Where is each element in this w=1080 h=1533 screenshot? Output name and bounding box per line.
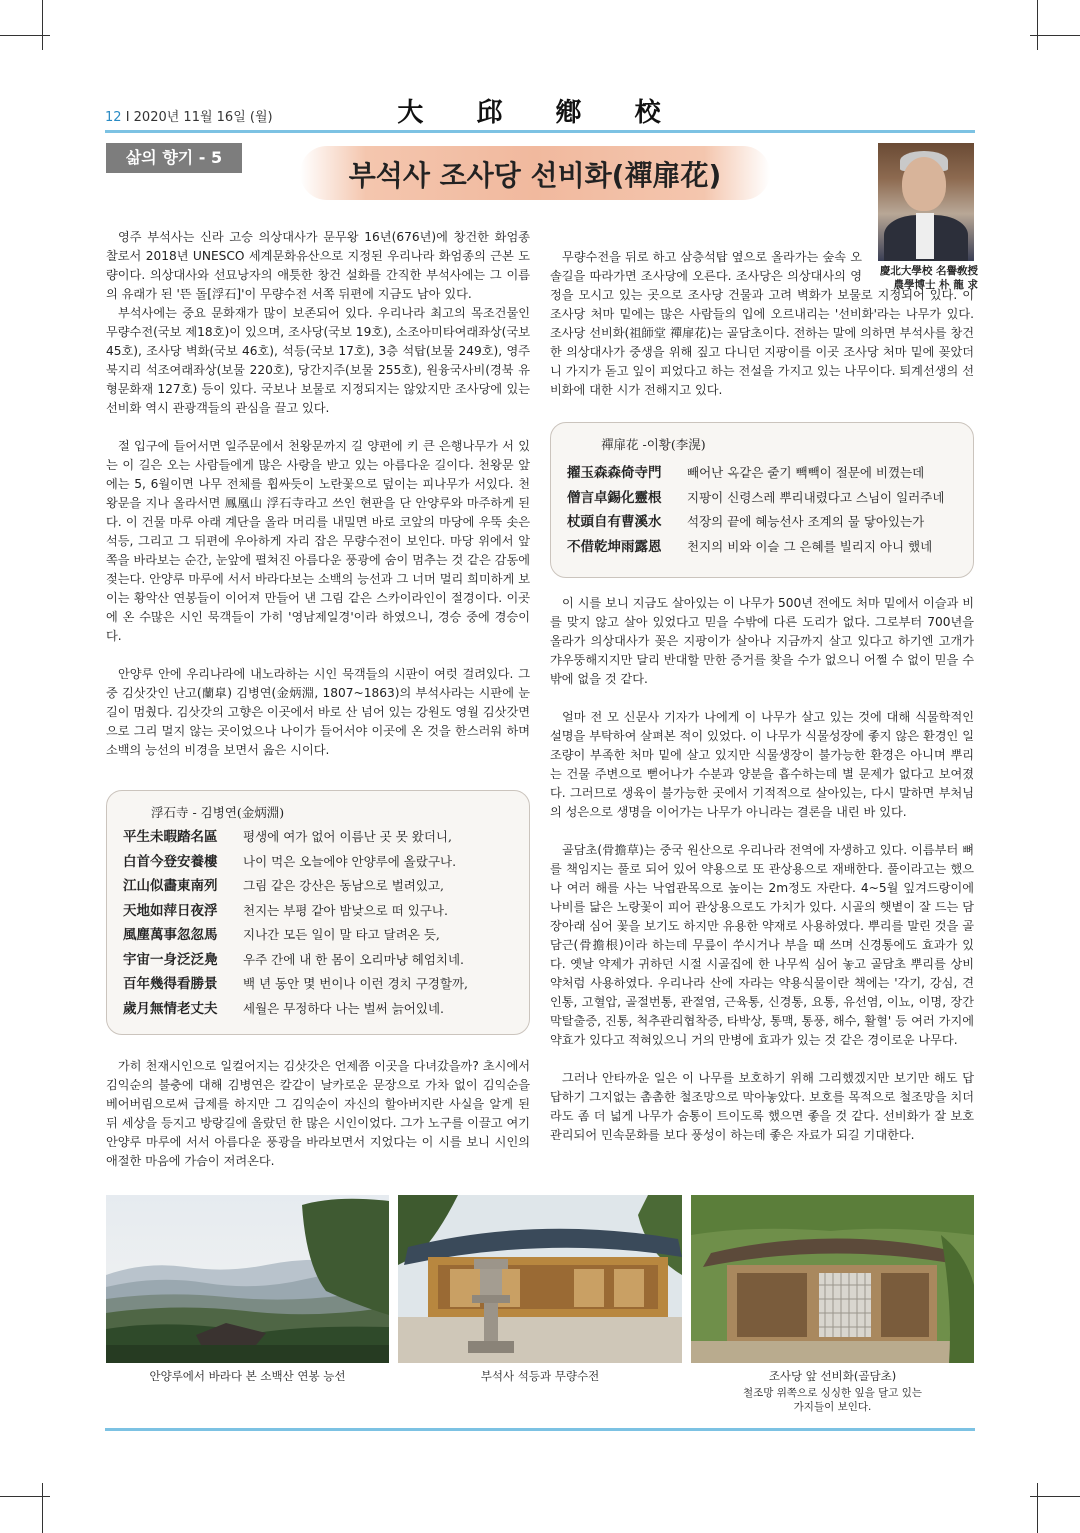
title-banner	[300, 146, 770, 200]
article-title: 부석사 조사당 선비화(禪扉花)	[348, 159, 722, 192]
poem-line: 僧言卓錫化靈根 지팡이 신령스레 뿌리내렸다고 스님이 일러주네	[567, 489, 945, 506]
paragraph: 이 시를 보니 지금도 살아있는 이 나무가 500년 전에도 처마 밑에서 이슬과 비를 맞지 않고 살아 있었다고 믿을 수밖에 다른 도리가 없다. 그로부터 700년을 올라가 의상대사가 꽂은 지팡이가 살아나 지금까지 살고 있다고 하기엔 고개가 갸우뚱해지지만 달리 반대할 만한 증거를 찾을 수가 없으니 어쩔 수 없이 믿을 수밖에 없을 것 같다.	[550, 596, 974, 686]
poem-line: 杖頭自有曹溪水 석장의 끝에 혜능선사 조계의 물 닿아있는가	[567, 514, 925, 530]
footer-rule	[105, 1428, 975, 1431]
author-affiliation: 慶北大學校 名譽敎授	[879, 265, 978, 277]
photo-caption: 부석사 석등과 무량수전	[480, 1369, 600, 1383]
paragraph: 그러나 안타까운 일은 이 나무를 보호하기 위해 그리했겠지만 보기만 해도 답답하기 그지없는 촘촘한 철조망으로 막아놓았다. 보호를 목적으로 철조망을 치더라도 좀 더 넓게 나무가 숨통이 트이도록 했으면 좋을 것 같다. 선비화가 잘 보호 관리되어 민속문화를 보다 풍성이 하는데 좋은 자료가 되길 기대한다.	[550, 1071, 974, 1142]
photo-stone-lantern-hall	[398, 1195, 682, 1363]
photo-caption: 안양루에서 바라다 본 소백산 연봉 능선	[149, 1369, 346, 1383]
header-rule	[105, 130, 975, 133]
poem-line: 風塵萬事忽忽馬 지나간 모든 일이 말 타고 달려온 듯,	[123, 927, 440, 943]
masthead: 大 邱 鄕 校	[397, 98, 683, 128]
page-number: 12	[105, 110, 122, 125]
author-photo	[878, 143, 974, 261]
poem-box-seonbihwa	[550, 422, 974, 578]
poem-box-buseoksa	[106, 790, 530, 1035]
paragraph: 골담초(骨擔草)는 중국 원산으로 우리나라 전역에 자생하고 있다. 이름부터 뼈를 책임지는 풀로 되어 있어 약용으로 또 관상용으로 재배한다. 풀이라고는 했으나 여러 해를 사는 낙엽관목으로 높이는 2m정도 자란다. 4~5월 잎겨드랑이에 나비를 닮은 노랑꽃이 피어 관상용으로도 가치가 있다. 시골의 햇볕이 잘 드는 담장아래 심어 꽃을 보기도 하지만 유용한 약재로 사용하였다. 뿌리를 말린 것을 골담근(骨擔根)이라 하는데 무릎이 쑤시거나 부을 때 쓰며 신경통에도 효과가 있다. 옛날 약제가 귀하던 시절 시골집에 한 나무씩 심어 놓고 골담초 뿌리를 상비약처럼 사용하였다. 우리나라 산에 자라는 약용식물이란 책에는 '각기, 강심, 견인통, 고혈압, 골절번통, 관절염, 근육통, 신경통, 요통, 유선염, 이뇨, 이명, 장간막탈출증, 진통, 척추관리협착증, 타박상, 통맥, 통풍, 해수, 활혈' 등 여러 가지에 약효가 있다고 적혀있으니 거의 만병에 효과가 있는 것 같은 경이로운 나무다.	[550, 843, 974, 1047]
photo-josadang-seonbihwa	[691, 1195, 974, 1363]
left-column-top	[106, 228, 530, 760]
series-label: 삶의 향기 - 5	[106, 143, 242, 173]
paragraph: 얼마 전 모 신문사 기자가 나에게 이 나무가 살고 있는 것에 대해 식물학적인 설명을 부탁하여 살펴본 적이 있었다. 이 나무가 식물성장에 좋지 않은 환경인 일조량이 부족한 처마 밑에 살고 있지만 식물생장이 불가능한 환경은 아니며 뿌리는 건물 주변으로 뻗어나가 수분과 양분을 흡수하는데 별 문제가 없다고 보여졌다. 그러므로 생육이 불가능한 곳에서 기적적으로 살아있는, 다시 말하면 부처님의 성은으로 생명을 이어가는 나무가 아니라는 결론을 내린 바 있다.	[550, 710, 974, 819]
crop-mark	[1037, 0, 1038, 50]
poem-line: 不借乾坤雨露恩 천지의 비와 이슬 그 은혜를 빌리지 아니 했네	[567, 538, 933, 555]
photo-sobaek-ridge	[106, 1195, 389, 1363]
poem-line: 宇宙一身泛泛鳧 우주 간에 내 한 몸이 오리마냥 헤엄치네.	[123, 951, 465, 968]
page-header	[105, 92, 975, 132]
right-column-body	[550, 594, 974, 1145]
poem-line: 擢玉森森倚寺門 빼어난 옥같은 줄기 빽빽이 절문에 비꼈는데	[567, 465, 925, 481]
left-column-bottom	[106, 1057, 530, 1171]
photo-subcaption: 철조망 위쪽으로 싱싱한 잎을 달고 있는	[743, 1387, 922, 1399]
issue-date: I 2020년 11월 16일 (월)	[125, 110, 273, 125]
paragraph: 절 입구에 들어서면 일주문에서 천왕문까지 길 양편에 키 큰 은행나무가 서 있는 이 길은 오는 사람들에게 많은 사랑을 받고 있는 아름다운 길이다. 천왕문 앞에는 5, 6월이면 나무 전체를 휩싸듯이 노란꽃으로 덮이는 피나무가 서있다. 천왕문을 지나 올라서면 鳳凰山 浮石寺라고 쓰인 현판을 단 안양루와 마주하게 된다. 이 건물 마루 아래 계단을 올라 머리를 내밀면 바로 코앞의 마당에 우뚝 솟은 석등, 그리고 그 뒤편에 우아하게 자리 잡은 무량수전이 보인다. 마당 위에서 앞쪽을 바라보는 순간, 눈앞에 펼쳐진 아름다운 풍광에 숨이 멈추는 것 같은 감동에 젖는다. 안양루 마루에 서서 바라다보는 소백의 능선과 그 너머 멀리 희미하게 보이는 황악산 연봉들이 이어져 만들어 낸 그림 같은 스카이라인이 절경이다. 이곳에 온 수많은 시인 묵객들이 가히 '영남제일경'이라 하였으니, 경승 중에 경승이다.	[106, 439, 530, 643]
poem-title: 浮石寺 - 김병연(金炳淵)	[151, 805, 285, 820]
poem-line: 白首今登安養樓 나이 먹은 오늘에야 안양루에 올랐구나.	[123, 853, 457, 870]
paragraph: 영주 부석사는 신라 고승 의상대사가 문무왕 16년(676년)에 창건한 화엄종 찰로서 2018년 UNESCO 세계문화유산으로 지정된 우리나라 화엄종의 근본 도량이다. 의상대사와 선묘낭자의 애틋한 창건 설화를 간직한 부석사에는 그 이름의 유래가 된 '뜬 돌[浮石]'이 무량수전 서쪽 뒤편에 지금도 남아 있다.	[106, 230, 530, 301]
poem-title: 禪扉花 -이황(李滉)	[601, 437, 706, 452]
author-name: 農學博士 朴 龍 求	[893, 279, 978, 291]
poem-line: 歲月無情老丈夫 세월은 무정하다 나는 벌써 늙어있네.	[123, 1000, 444, 1017]
paragraph: 무량수전을 뒤로 하고 삼층석탑 옆으로 올라가는 숲속 오솔길을 따라가면 조사당에 오른다. 조사당은 의상대사의 영정을 모시고 있는 곳으로 조사당 건물과 고려 벽화가 보물로 지정되어 있다. 이 조사당 처마 밑에는 많은 사람들의 입에 오르내리는 '선비화'라는 나무가 있다. 조사당 선비화(祖師堂 禪扉花)는 골담초이다. 전하는 말에 의하면 부석사를 창건한 의상대사가 중생을 위해 짚고 다니던 지팡이를 이곳 조사당 처마 밑에 꽂았더니 가지가 돋고 잎이 피었다고 하는 전설을 가지고 있는 나무이다. 퇴계선생의 선비화에 대한 시가 전해지고 있다.	[550, 250, 974, 397]
poem-line: 百年幾得看勝景 백 년 동안 몇 번이나 이런 경치 구경할까,	[123, 976, 468, 992]
poem-line: 平生未暇踏名區 평생에 여가 없어 이름난 곳 못 왔더니,	[123, 829, 452, 845]
crop-mark	[42, 1483, 43, 1533]
poem-line: 江山似畵東南列 그림 같은 강산은 동남으로 벌려있고,	[123, 878, 444, 894]
crop-mark	[1037, 1483, 1038, 1533]
paragraph: 부석사에는 중요 문화재가 많이 보존되어 있다. 우리나라 최고의 목조건물인 무량수전(국보 제18호)이 있으며, 조사당(국보 19호), 소조아미타여래좌상(국보 45호), 조사당 벽화(국보 46호), 석등(국보 17호), 3층 석탑(보물 249호), 영주 북지리 석조여래좌상(보물 220호), 당간지주(보물 255호), 원융국사비(경북 유형문화재 127호) 등이 있다. 국보나 보물로 지정되지는 않았지만 조사당에 있는 선비화 역시 관광객들의 관심을 끌고 있다.	[106, 306, 530, 415]
paragraph: 가히 천재시인으로 일컬어지는 김삿갓은 언제쯤 이곳을 다녀갔을까? 초시에서 김익순의 불충에 대해 김병연은 칼같이 날카로운 문장으로 가차 없이 김익순을 베어버림으로써 급제를 하지만 그 김익순이 자신의 할아버지란 사실을 알게 된 뒤 세상을 등지고 방랑길에 올랐던 한 많은 시인이었다. 그가 노구를 이끌고 여기 안양루 마루에 서서 아름다운 풍광을 바라보면서 지었다는 이 시를 보니 시인의 애절한 마음에 가슴이 저려온다.	[106, 1059, 530, 1168]
photo-caption: 조사당 앞 선비화(골담초)	[768, 1369, 897, 1383]
paragraph: 안양루 안에 우리나라에 내노라하는 시인 묵객들의 시판이 여럿 걸려있다. 그 중 김삿갓인 난고(蘭皐) 김병연(金炳淵, 1807~1863)의 부석사라는 시판에 눈길이 멈췄다. 김삿갓의 고향은 이곳에서 바로 산 넘어 있는 강원도 영월 김삿갓면으로 그리 멀지 않는 곳이었으나 나이가 들어서야 이곳에 온 것을 한스러워 하며 소백의 능선의 비경을 보면서 읊은 시이다.	[106, 667, 530, 757]
poem-line: 天地如萍日夜浮 천지는 부평 같아 밤낮으로 떠 있구나.	[123, 902, 448, 919]
photo-subcaption: 가지들이 보인다.	[793, 1401, 872, 1413]
crop-mark	[42, 0, 43, 50]
right-column-intro	[550, 248, 974, 400]
